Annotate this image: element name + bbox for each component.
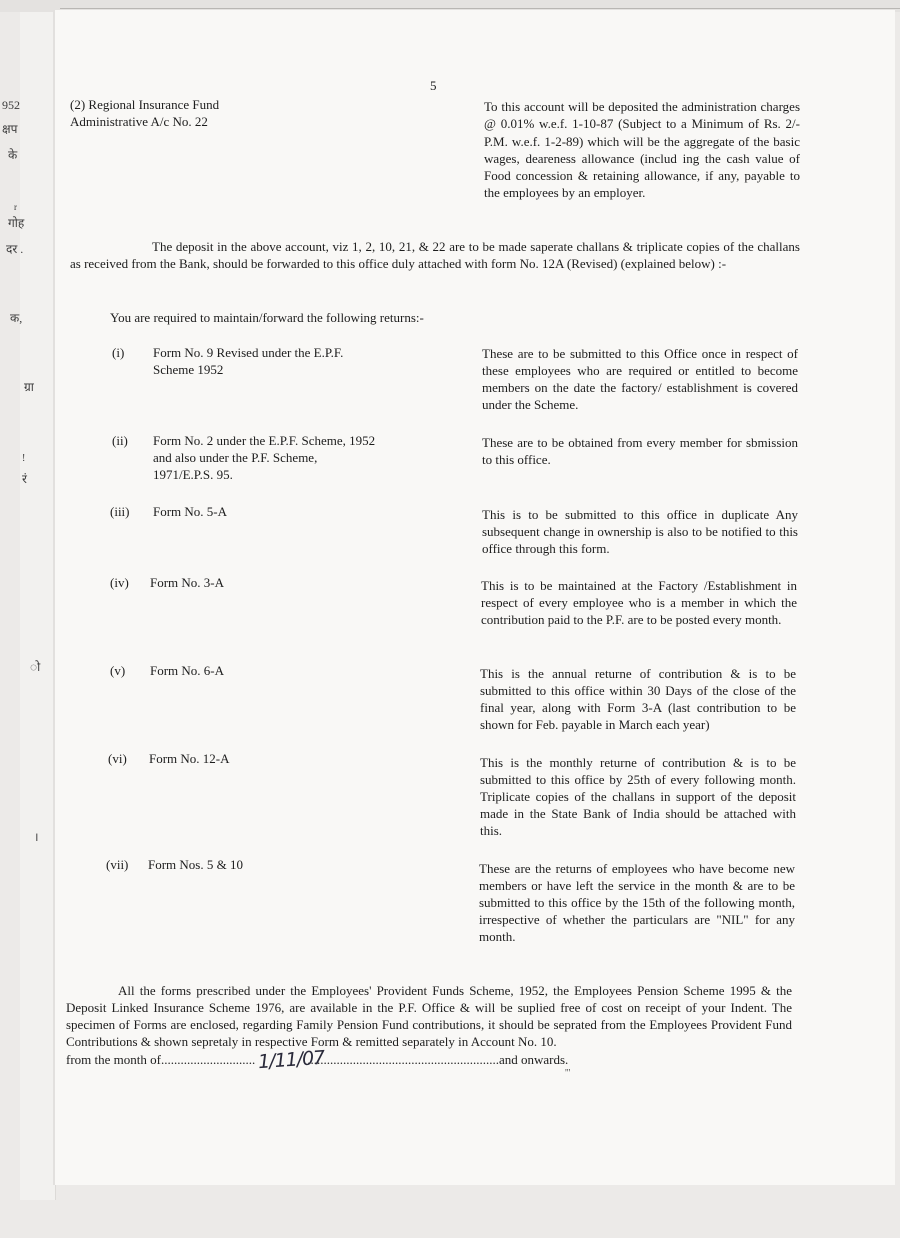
return-number: (v) <box>110 663 126 678</box>
return-description: These are to be submitted to this Office once in respect of these employees who are required or entitled to become members on the date the factory/ establishment is covered under the Scheme. <box>482 346 798 412</box>
margin-fragment: गोह <box>8 216 25 230</box>
page-number: 5 <box>430 78 437 93</box>
margin-fragment: दर . <box>6 242 24 256</box>
return-description: These are the returns of employees who have become new members or have left the service in the month & are to be submitted to this office by the 15th of the following month, irrespective of whether the particulars are "NIL" for any month. <box>479 861 795 944</box>
underlying-page <box>20 0 56 1200</box>
margin-fragment: क, <box>10 311 23 325</box>
return-form: Form No. 12-A <box>149 751 230 766</box>
return-description: This is to be maintained at the Factory /Establishment in respect of every employee who is a member in which the contribution paid to the P.F. are to be posted every month. <box>481 578 797 627</box>
deposit-paragraph: The deposit in the above account, viz 1, 2, 10, 21, & 22 are to be made saperate challans & triplicate copies of the challans as received from the Bank, should be forwarded to this office duly attached with form No. 12A (Revised) (explained below) :- <box>70 239 800 271</box>
from-month-label: from the month of <box>66 1052 161 1067</box>
page-edge-line <box>60 8 900 9</box>
return-form: Form No. 6-A <box>150 663 225 678</box>
closing-last-line <box>66 1051 792 1068</box>
bottom-mark: ''' <box>565 1068 571 1079</box>
margin-fragment: ! <box>22 453 26 464</box>
dotted-leader: ........................................................... <box>307 1052 499 1067</box>
return-number: (iv) <box>110 575 129 590</box>
return-number: (ii) <box>112 433 128 448</box>
return-number: (iii) <box>110 504 130 519</box>
closing-paragraph: All the forms prescribed under the Employees' Provident Funds Scheme, 1952, the Employees Pension Scheme 1995 & the Deposit Linked Insurance Scheme 1976, are available in the P.F. Office & will be suplied free of cost on receipt of your Indent. The specimen of Forms are enclosed, regarding Family Pension Fund contributions, it should be seprated from the Employees Provident Fund Contributions & shown sepretaly in respective Form & remitted separately in Account No. 10. <box>66 983 792 1049</box>
margin-fragment: r <box>14 202 17 212</box>
margin-fragment: ो <box>30 660 41 674</box>
margin-fragment: के <box>8 148 18 162</box>
margin-fragment: क्षप <box>2 122 18 136</box>
return-number: (vii) <box>106 857 129 872</box>
section2-title <box>70 96 330 130</box>
return-description: These are to be obtained from every member for sbmission to this office. <box>482 435 798 467</box>
return-form: Form No. 9 Revised under the E.P.F. Scheme 1952 <box>153 345 344 377</box>
dotted-leader: ............................. <box>160 1052 256 1067</box>
return-form: Form No. 3-A <box>150 575 225 590</box>
return-form: Form Nos. 5 & 10 <box>148 857 243 872</box>
margin-fragment: । <box>34 830 39 844</box>
margin-fragment: 952 <box>2 98 20 112</box>
margin-fragment: ग्रा <box>24 380 34 394</box>
handwritten-date: 1/11/07 <box>257 1046 325 1074</box>
onwards-label: and onwards. <box>498 1052 569 1067</box>
return-description: This is to be submitted to this office in duplicate Any subsequent change in ownership is also to be notified to this office through this form. <box>482 507 798 556</box>
return-number: (i) <box>112 345 125 360</box>
returns-intro: You are required to maintain/forward the following returns:- <box>110 310 424 325</box>
margin-fragment: रं <box>22 472 27 486</box>
return-description: This is the monthly returne of contribution & is to be submitted to this office by 25th of every following month. Triplicate copies of the challans in support of the deposit made in the State Bank of India should be attached with this. <box>480 755 796 838</box>
return-form: Form No. 2 under the E.P.F. Scheme, 1952 and also under the P.F. Scheme, 1971/E.P.S. 95. <box>153 433 376 482</box>
return-form: Form No. 5-A <box>153 504 228 519</box>
section2-title-line2: Administrative A/c No. 22 <box>70 114 208 129</box>
section2-description: To this account will be deposited the administration charges @ 0.01% w.e.f. 1-10-87 (Subject to a Minimum of Rs. 2/- P.M. w.e.f. 1-2-89) which will be the aggregate of the basic wages, deareness allowance (includ ing the cash value of Food concession & retaining allowance, if any, payable to the employees by an employer. <box>484 99 800 201</box>
section2-title-line1: (2) Regional Insurance Fund <box>70 97 220 112</box>
return-number: (vi) <box>108 751 127 766</box>
return-description: This is the annual returne of contribution & is to be submitted to this office within 30 Days of the close of the final year, along with Form 3-A (last contribution to be shown for Feb. payable in March each year) <box>480 666 796 732</box>
